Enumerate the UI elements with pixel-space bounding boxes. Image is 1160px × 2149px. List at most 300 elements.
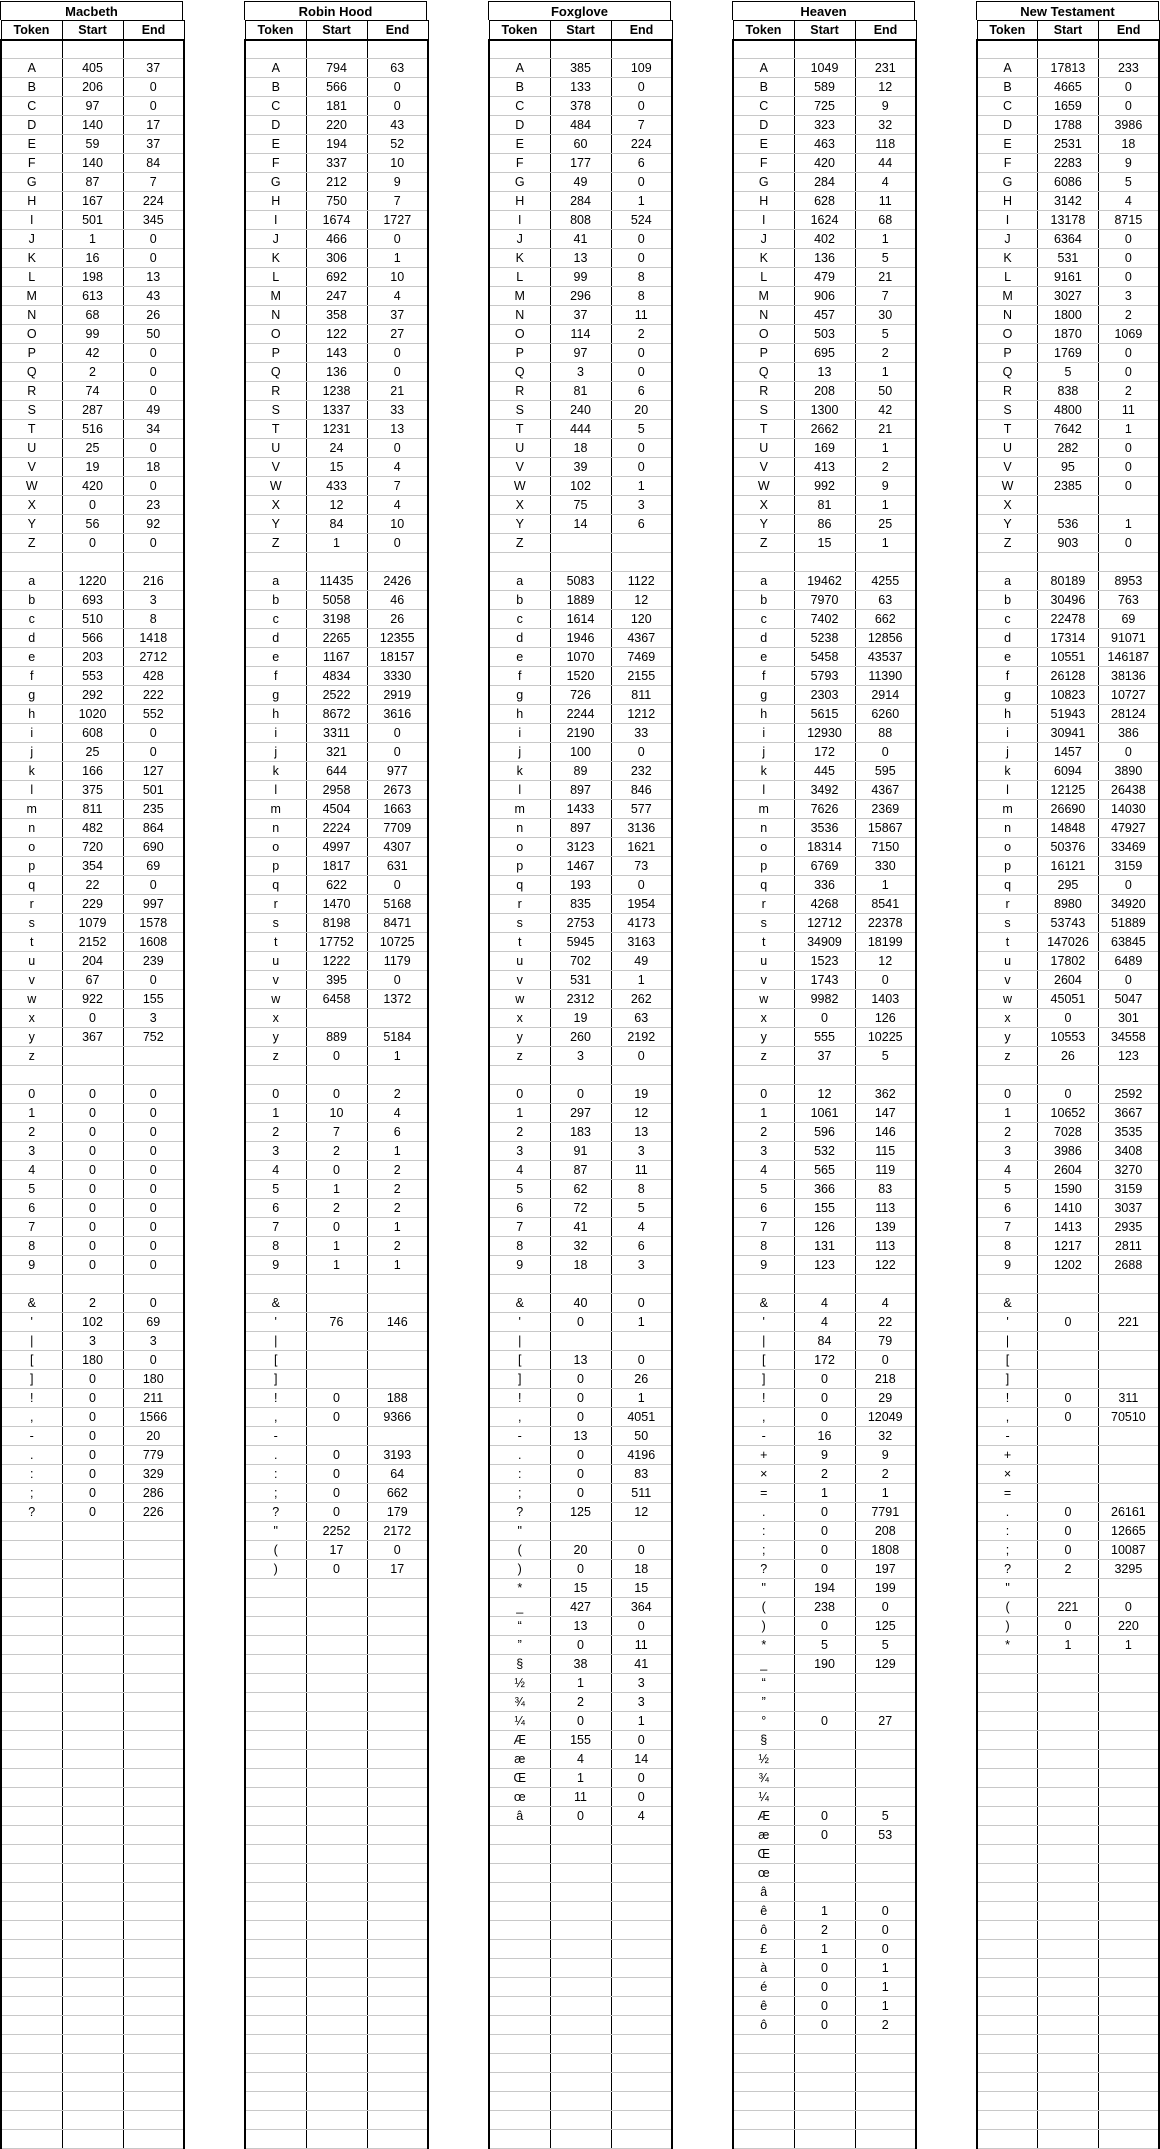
start-cell: 811: [62, 800, 123, 819]
start-cell: 1743: [794, 971, 855, 990]
table-row: [489, 135, 672, 154]
table-row: [1, 1560, 184, 1579]
token-cell: I: [1, 211, 62, 230]
table-row: [977, 1237, 1159, 1256]
token-cell: y: [1, 1028, 62, 1047]
end-cell: 0: [123, 249, 184, 268]
start-cell: 25: [62, 743, 123, 762]
start-cell: 9161: [1038, 268, 1099, 287]
start-cell: 466: [306, 230, 367, 249]
token-cell: 3: [1, 1142, 62, 1161]
start-cell: 87: [550, 1161, 611, 1180]
start-cell: 212: [306, 173, 367, 192]
start-cell: 13: [550, 1617, 611, 1636]
table-row: [977, 1731, 1159, 1750]
end-cell: 50: [855, 382, 916, 401]
start-cell: [794, 1731, 855, 1750]
start-cell: 1079: [62, 914, 123, 933]
table-title: Heaven: [732, 1, 915, 20]
start-cell: 5615: [794, 705, 855, 724]
table-row: [1, 1275, 184, 1294]
table-row: [733, 1085, 916, 1104]
token-cell: 5: [977, 1180, 1038, 1199]
end-cell: [123, 1712, 184, 1731]
end-cell: 2426: [367, 572, 428, 591]
token-cell: p: [245, 857, 306, 876]
end-cell: [367, 1351, 428, 1370]
end-cell: 11390: [855, 667, 916, 686]
table-row: [977, 1370, 1159, 1389]
token-cell: i: [977, 724, 1038, 743]
end-cell: 4: [611, 1807, 672, 1826]
table-row: [489, 1370, 672, 1389]
end-cell: 5: [855, 1047, 916, 1066]
end-cell: 0: [123, 876, 184, 895]
end-cell: 2914: [855, 686, 916, 705]
token-cell: t: [1, 933, 62, 952]
end-cell: 5: [611, 1199, 672, 1218]
start-cell: [1038, 1693, 1099, 1712]
end-cell: 4307: [367, 838, 428, 857]
start-cell: 10553: [1038, 1028, 1099, 1047]
token-cell: [1, 2111, 62, 2130]
token-cell: F: [977, 154, 1038, 173]
table-row: [733, 1769, 916, 1788]
end-cell: 0: [367, 363, 428, 382]
end-cell: [611, 1997, 672, 2016]
table-row: [977, 192, 1159, 211]
start-cell: 40: [550, 1294, 611, 1313]
start-cell: [1038, 1788, 1099, 1807]
table-row: [733, 477, 916, 496]
table-row: [977, 2130, 1159, 2149]
end-cell: [367, 1883, 428, 1902]
start-cell: [306, 1693, 367, 1712]
table-row: [733, 1693, 916, 1712]
token-cell: [733, 2130, 794, 2149]
end-cell: [1098, 2130, 1159, 2149]
table-row: [733, 1389, 916, 1408]
start-cell: 6458: [306, 990, 367, 1009]
start-cell: 0: [306, 1560, 367, 1579]
end-cell: [1098, 1731, 1159, 1750]
start-cell: [794, 1275, 855, 1294]
table-row: [733, 2130, 916, 2149]
end-cell: 17: [367, 1560, 428, 1579]
start-cell: 395: [306, 971, 367, 990]
end-cell: 1: [611, 971, 672, 990]
table-row: [733, 781, 916, 800]
start-cell: [550, 2054, 611, 2073]
end-cell: 2919: [367, 686, 428, 705]
end-cell: 139: [855, 1218, 916, 1237]
token-cell: d: [489, 629, 550, 648]
start-cell: 67: [62, 971, 123, 990]
end-cell: [611, 1959, 672, 1978]
start-cell: 0: [62, 1256, 123, 1275]
start-cell: [306, 1959, 367, 1978]
token-cell: y: [733, 1028, 794, 1047]
end-cell: [123, 1731, 184, 1750]
table-row: [489, 1199, 672, 1218]
start-cell: 26690: [1038, 800, 1099, 819]
start-cell: 613: [62, 287, 123, 306]
table-row: [733, 686, 916, 705]
end-cell: 3159: [1098, 857, 1159, 876]
table-row: [245, 1731, 428, 1750]
token-cell: [245, 1579, 306, 1598]
start-cell: 3311: [306, 724, 367, 743]
end-cell: [611, 2092, 672, 2111]
start-cell: 0: [794, 1807, 855, 1826]
end-cell: [367, 1769, 428, 1788]
start-cell: 13: [550, 249, 611, 268]
token-cell: F: [489, 154, 550, 173]
token-cell: [245, 1066, 306, 1085]
table-row: [977, 1883, 1159, 1902]
table-row: [245, 192, 428, 211]
token-cell: [: [977, 1351, 1038, 1370]
start-cell: [306, 1427, 367, 1446]
end-cell: 6: [611, 1237, 672, 1256]
table-row: [977, 59, 1159, 78]
start-cell: [62, 1541, 123, 1560]
start-cell: 3492: [794, 781, 855, 800]
table-row: [489, 1579, 672, 1598]
token-cell: ': [977, 1313, 1038, 1332]
token-cell: m: [245, 800, 306, 819]
token-cell: ¾: [489, 1693, 550, 1712]
end-cell: 226: [123, 1503, 184, 1522]
end-cell: 3: [611, 1142, 672, 1161]
table-row: [733, 1066, 916, 1085]
token-cell: n: [733, 819, 794, 838]
table-row: [733, 1446, 916, 1465]
start-cell: 177: [550, 154, 611, 173]
token-cell: w: [733, 990, 794, 1009]
token-cell: c: [245, 610, 306, 629]
token-cell: [1, 2092, 62, 2111]
end-cell: 73: [611, 857, 672, 876]
token-cell: [977, 1712, 1038, 1731]
token-cell: [245, 2130, 306, 2149]
token-cell: [245, 1997, 306, 2016]
start-cell: [794, 1864, 855, 1883]
table-row: [733, 838, 916, 857]
end-cell: [855, 1883, 916, 1902]
start-cell: [1038, 2111, 1099, 2130]
end-cell: [1098, 1769, 1159, 1788]
header-row: [1, 21, 184, 40]
start-cell: [1038, 1484, 1099, 1503]
token-cell: Q: [245, 363, 306, 382]
token-cell: e: [977, 648, 1038, 667]
end-cell: 763: [1098, 591, 1159, 610]
start-cell: [550, 2035, 611, 2054]
end-cell: 9: [855, 1446, 916, 1465]
table-row: [1, 1161, 184, 1180]
token-cell: z: [489, 1047, 550, 1066]
end-cell: 50: [611, 1427, 672, 1446]
start-cell: 12712: [794, 914, 855, 933]
table-row: [1, 1845, 184, 1864]
header-row: [733, 21, 916, 40]
start-cell: 0: [62, 1123, 123, 1142]
table-row: [245, 382, 428, 401]
start-cell: [306, 2054, 367, 2073]
end-cell: 11: [611, 1161, 672, 1180]
token-cell: v: [733, 971, 794, 990]
end-cell: 8: [123, 610, 184, 629]
table-row: [733, 1712, 916, 1731]
table-row: [245, 1769, 428, 1788]
table-row: [245, 553, 428, 572]
table-row: [977, 1028, 1159, 1047]
start-cell: 323: [794, 116, 855, 135]
table-row: [977, 1788, 1159, 1807]
end-cell: [123, 2016, 184, 2035]
end-cell: 21: [855, 420, 916, 439]
token-cell: [1, 1560, 62, 1579]
start-cell: [550, 1978, 611, 1997]
start-cell: [62, 1712, 123, 1731]
table-row: [245, 914, 428, 933]
end-cell: 3037: [1098, 1199, 1159, 1218]
column-header-token: Token: [245, 21, 306, 40]
end-cell: 0: [1098, 230, 1159, 249]
table-row: [733, 1237, 916, 1256]
start-cell: 1590: [1038, 1180, 1099, 1199]
start-cell: 15: [794, 534, 855, 553]
end-cell: 577: [611, 800, 672, 819]
table-row: [1, 173, 184, 192]
token-cell: ½: [489, 1674, 550, 1693]
table-row: [245, 249, 428, 268]
token-cell: P: [245, 344, 306, 363]
token-cell: w: [245, 990, 306, 1009]
end-cell: 0: [1098, 249, 1159, 268]
start-cell: [1038, 1883, 1099, 1902]
table-row: [1, 2130, 184, 2149]
token-cell: â: [733, 1883, 794, 1902]
table-row: [977, 1427, 1159, 1446]
start-cell: 18314: [794, 838, 855, 857]
start-cell: 1: [794, 1940, 855, 1959]
end-cell: 0: [611, 1047, 672, 1066]
token-cell: [977, 1921, 1038, 1940]
end-cell: 18: [1098, 135, 1159, 154]
end-cell: [855, 1275, 916, 1294]
end-cell: [611, 1902, 672, 1921]
column-header-start: Start: [550, 21, 611, 40]
table-row: [1, 1712, 184, 1731]
start-cell: 41: [550, 1218, 611, 1237]
end-cell: 0: [1098, 439, 1159, 458]
table-row: [733, 230, 916, 249]
token-cell: 7: [977, 1218, 1038, 1237]
table-row: [489, 1940, 672, 1959]
start-cell: 1167: [306, 648, 367, 667]
token-cell: ;: [977, 1541, 1038, 1560]
start-cell: 7970: [794, 591, 855, 610]
end-cell: 0: [611, 344, 672, 363]
start-cell: 0: [62, 1218, 123, 1237]
token-cell: T: [489, 420, 550, 439]
start-cell: 0: [794, 1617, 855, 1636]
end-cell: 0: [123, 1161, 184, 1180]
start-cell: 0: [306, 1161, 367, 1180]
end-cell: 3: [611, 1674, 672, 1693]
table-row: [489, 1788, 672, 1807]
end-cell: [855, 2092, 916, 2111]
table-row: [489, 1674, 672, 1693]
end-cell: 179: [367, 1503, 428, 1522]
end-cell: 501: [123, 781, 184, 800]
start-cell: [62, 2073, 123, 2092]
start-cell: [794, 1750, 855, 1769]
start-cell: [1038, 1446, 1099, 1465]
table-row: [733, 990, 916, 1009]
table-row: [1, 762, 184, 781]
end-cell: 18199: [855, 933, 916, 952]
start-cell: [550, 1066, 611, 1085]
new-testament-table: [976, 1, 1160, 2149]
token-cell: d: [245, 629, 306, 648]
end-cell: 33: [367, 401, 428, 420]
end-cell: 0: [123, 1085, 184, 1104]
token-cell: [977, 1883, 1038, 1902]
table-row: [245, 1560, 428, 1579]
token-cell: !: [1, 1389, 62, 1408]
token-cell: [1, 1921, 62, 1940]
token-cell: ': [245, 1313, 306, 1332]
token-cell: S: [733, 401, 794, 420]
token-cell: à: [733, 1959, 794, 1978]
end-cell: 33: [611, 724, 672, 743]
end-cell: [123, 1522, 184, 1541]
token-cell: B: [489, 78, 550, 97]
token-cell: v: [489, 971, 550, 990]
token-cell: 5: [1, 1180, 62, 1199]
token-cell: A: [245, 59, 306, 78]
table-row: [733, 1674, 916, 1693]
start-cell: 12: [794, 1085, 855, 1104]
table-row: [733, 401, 916, 420]
table-row: [245, 990, 428, 1009]
end-cell: 37: [367, 306, 428, 325]
end-cell: 0: [123, 344, 184, 363]
start-cell: 9: [794, 1446, 855, 1465]
table-row: [1, 1465, 184, 1484]
start-cell: [306, 1902, 367, 1921]
start-cell: 26: [1038, 1047, 1099, 1066]
token-cell: j: [977, 743, 1038, 762]
table-row: [977, 553, 1159, 572]
end-cell: 0: [611, 1294, 672, 1313]
table-row: [489, 420, 672, 439]
start-cell: [62, 1826, 123, 1845]
end-cell: 2: [1098, 382, 1159, 401]
token-cell: [977, 1845, 1038, 1864]
start-cell: [62, 1066, 123, 1085]
table-row: [489, 857, 672, 876]
token-cell: [977, 1769, 1038, 1788]
end-cell: 44: [855, 154, 916, 173]
table-row: [1, 1788, 184, 1807]
table-row: [733, 1560, 916, 1579]
end-cell: [855, 1845, 916, 1864]
table-row: [733, 1142, 916, 1161]
token-cell: [489, 1921, 550, 1940]
start-cell: 0: [62, 1085, 123, 1104]
start-cell: 16: [794, 1427, 855, 1446]
end-cell: 0: [367, 78, 428, 97]
end-cell: [367, 40, 428, 59]
table-row: [1, 1693, 184, 1712]
end-cell: 0: [1098, 534, 1159, 553]
start-cell: 4: [550, 1750, 611, 1769]
column-header-end: End: [855, 21, 916, 40]
end-cell: 43: [123, 287, 184, 306]
table-row: [1, 1047, 184, 1066]
start-cell: 1659: [1038, 97, 1099, 116]
start-cell: 295: [1038, 876, 1099, 895]
table-row: [1, 2035, 184, 2054]
end-cell: 0: [123, 1237, 184, 1256]
token-cell: j: [489, 743, 550, 762]
end-cell: 1: [367, 1256, 428, 1275]
end-cell: 10: [367, 515, 428, 534]
start-cell: 358: [306, 306, 367, 325]
start-cell: [62, 1750, 123, 1769]
table-row: [1, 287, 184, 306]
token-cell: [733, 2073, 794, 2092]
table-row: [245, 40, 428, 59]
token-cell: 7: [733, 1218, 794, 1237]
table-row: [245, 1465, 428, 1484]
start-cell: 3027: [1038, 287, 1099, 306]
token-cell: 0: [733, 1085, 794, 1104]
start-cell: 1800: [1038, 306, 1099, 325]
table-row: [245, 819, 428, 838]
token-cell: s: [733, 914, 794, 933]
token-cell: [1, 1655, 62, 1674]
end-cell: [367, 1674, 428, 1693]
token-cell: N: [489, 306, 550, 325]
start-cell: [1038, 1940, 1099, 1959]
table-row: [977, 1579, 1159, 1598]
table-row: [733, 1199, 916, 1218]
column-header-token: Token: [1, 21, 62, 40]
token-cell: [245, 1807, 306, 1826]
token-cell: [489, 1883, 550, 1902]
table-row: [977, 1560, 1159, 1579]
table-row: [977, 2016, 1159, 2035]
start-cell: 102: [550, 477, 611, 496]
table-row: [245, 1446, 428, 1465]
token-cell: æ: [733, 1826, 794, 1845]
end-cell: 0: [1098, 363, 1159, 382]
table-row: [489, 1465, 672, 1484]
start-cell: 45051: [1038, 990, 1099, 1009]
token-cell: 1: [489, 1104, 550, 1123]
token-cell: n: [245, 819, 306, 838]
token-cell: q: [977, 876, 1038, 895]
start-cell: [62, 553, 123, 572]
start-cell: 84: [306, 515, 367, 534]
token-cell: [733, 2035, 794, 2054]
token-cell: S: [977, 401, 1038, 420]
